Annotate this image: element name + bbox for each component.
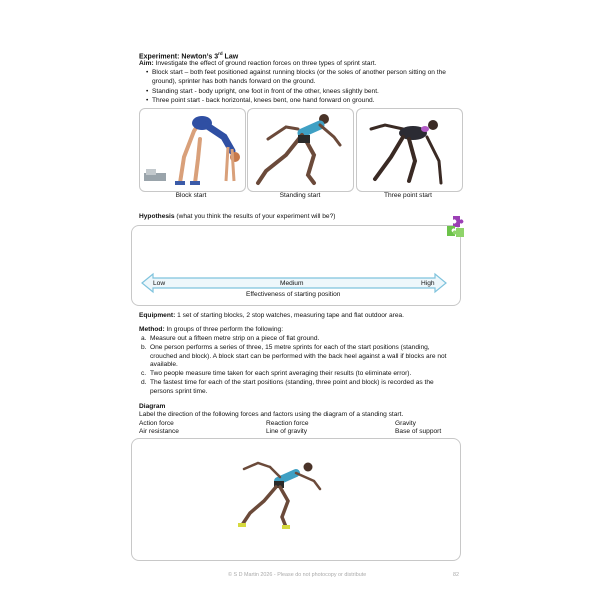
aim-line: Aim: Investigate the effect of ground reaction forces on three types of sprint start.	[139, 60, 377, 67]
caption-block-start: Block start	[175, 192, 207, 199]
term-reaction-force: Reaction force	[266, 420, 309, 427]
method-heading: Method: In groups of three perform the following:	[139, 326, 284, 333]
caption-three-point-start: Three point start	[383, 192, 432, 199]
bullet-three-point-start: • Three point start - back horizontal, knees bent, one hand forward on ground.	[146, 97, 375, 104]
term-action-force: Action force	[139, 420, 174, 427]
three-point-start-illustration	[357, 109, 462, 191]
experiment-title: Experiment: Newton’s 3rd Law	[139, 51, 239, 61]
standing-start-photo	[247, 108, 354, 192]
diagram-instruction: Label the direction of the following forces and factors using the diagram of a standing start.	[139, 411, 404, 418]
caption-standing-start: Standing start	[279, 192, 321, 199]
block-start-photo	[139, 108, 246, 192]
term-gravity: Gravity	[395, 420, 416, 427]
method-step-d: d. The fastest time for each of the start positions (standing, three point and block) is recorded as the persons sprint time.	[141, 379, 434, 395]
method-step-b: b. One person performs a series of three, 15 metre sprints for each of the start positions (standing, crouched and block). A block start can be performed with the back heel against a wall if blocks are not available.	[141, 344, 447, 369]
copyright-footer: © S D Martin 2026 - Please do not photocopy or distribute	[228, 572, 367, 578]
term-line-of-gravity: Line of gravity	[266, 428, 308, 435]
equipment-line: Equipment: 1 set of starting blocks, 2 stop watches, measuring tape and flat outdoor area.	[139, 312, 404, 319]
scale-high-label: High	[421, 280, 435, 287]
scale-medium-label: Medium	[280, 280, 304, 287]
block-start-illustration	[140, 109, 245, 191]
term-air-resistance: Air resistance	[139, 428, 179, 435]
hypothesis-heading: Hypothesis (what you think the results of your experiment will be?)	[139, 213, 336, 220]
standing-start-illustration	[248, 109, 353, 191]
bullet-standing-start: • Standing start - body upright, one foot in front of the other, knees slightly bent.	[146, 88, 379, 95]
method-step-a: a. Measure out a fifteen metre strip on a piece of flat ground.	[141, 335, 320, 342]
three-point-start-photo	[356, 108, 463, 192]
scale-low-label: Low	[153, 280, 166, 287]
diagram-heading: Diagram	[139, 403, 166, 410]
scale-caption: Effectiveness of starting position	[246, 291, 341, 298]
bullet-block-start: • Block start – both feet positioned against running blocks (or the soles of another person sitting on the ground), sprinter has both hands forward on the ground.	[146, 69, 446, 85]
puzzle-pieces-icon	[445, 214, 467, 240]
page-number: 82	[453, 572, 459, 578]
diagram-drawing-box[interactable]	[131, 438, 461, 561]
term-base-of-support: Base of support	[395, 428, 442, 435]
method-step-c: c. Two people measure time taken for each sprint averaging their results (to eliminate error).	[141, 370, 412, 377]
standing-start-sprinter-illustration	[234, 455, 334, 535]
